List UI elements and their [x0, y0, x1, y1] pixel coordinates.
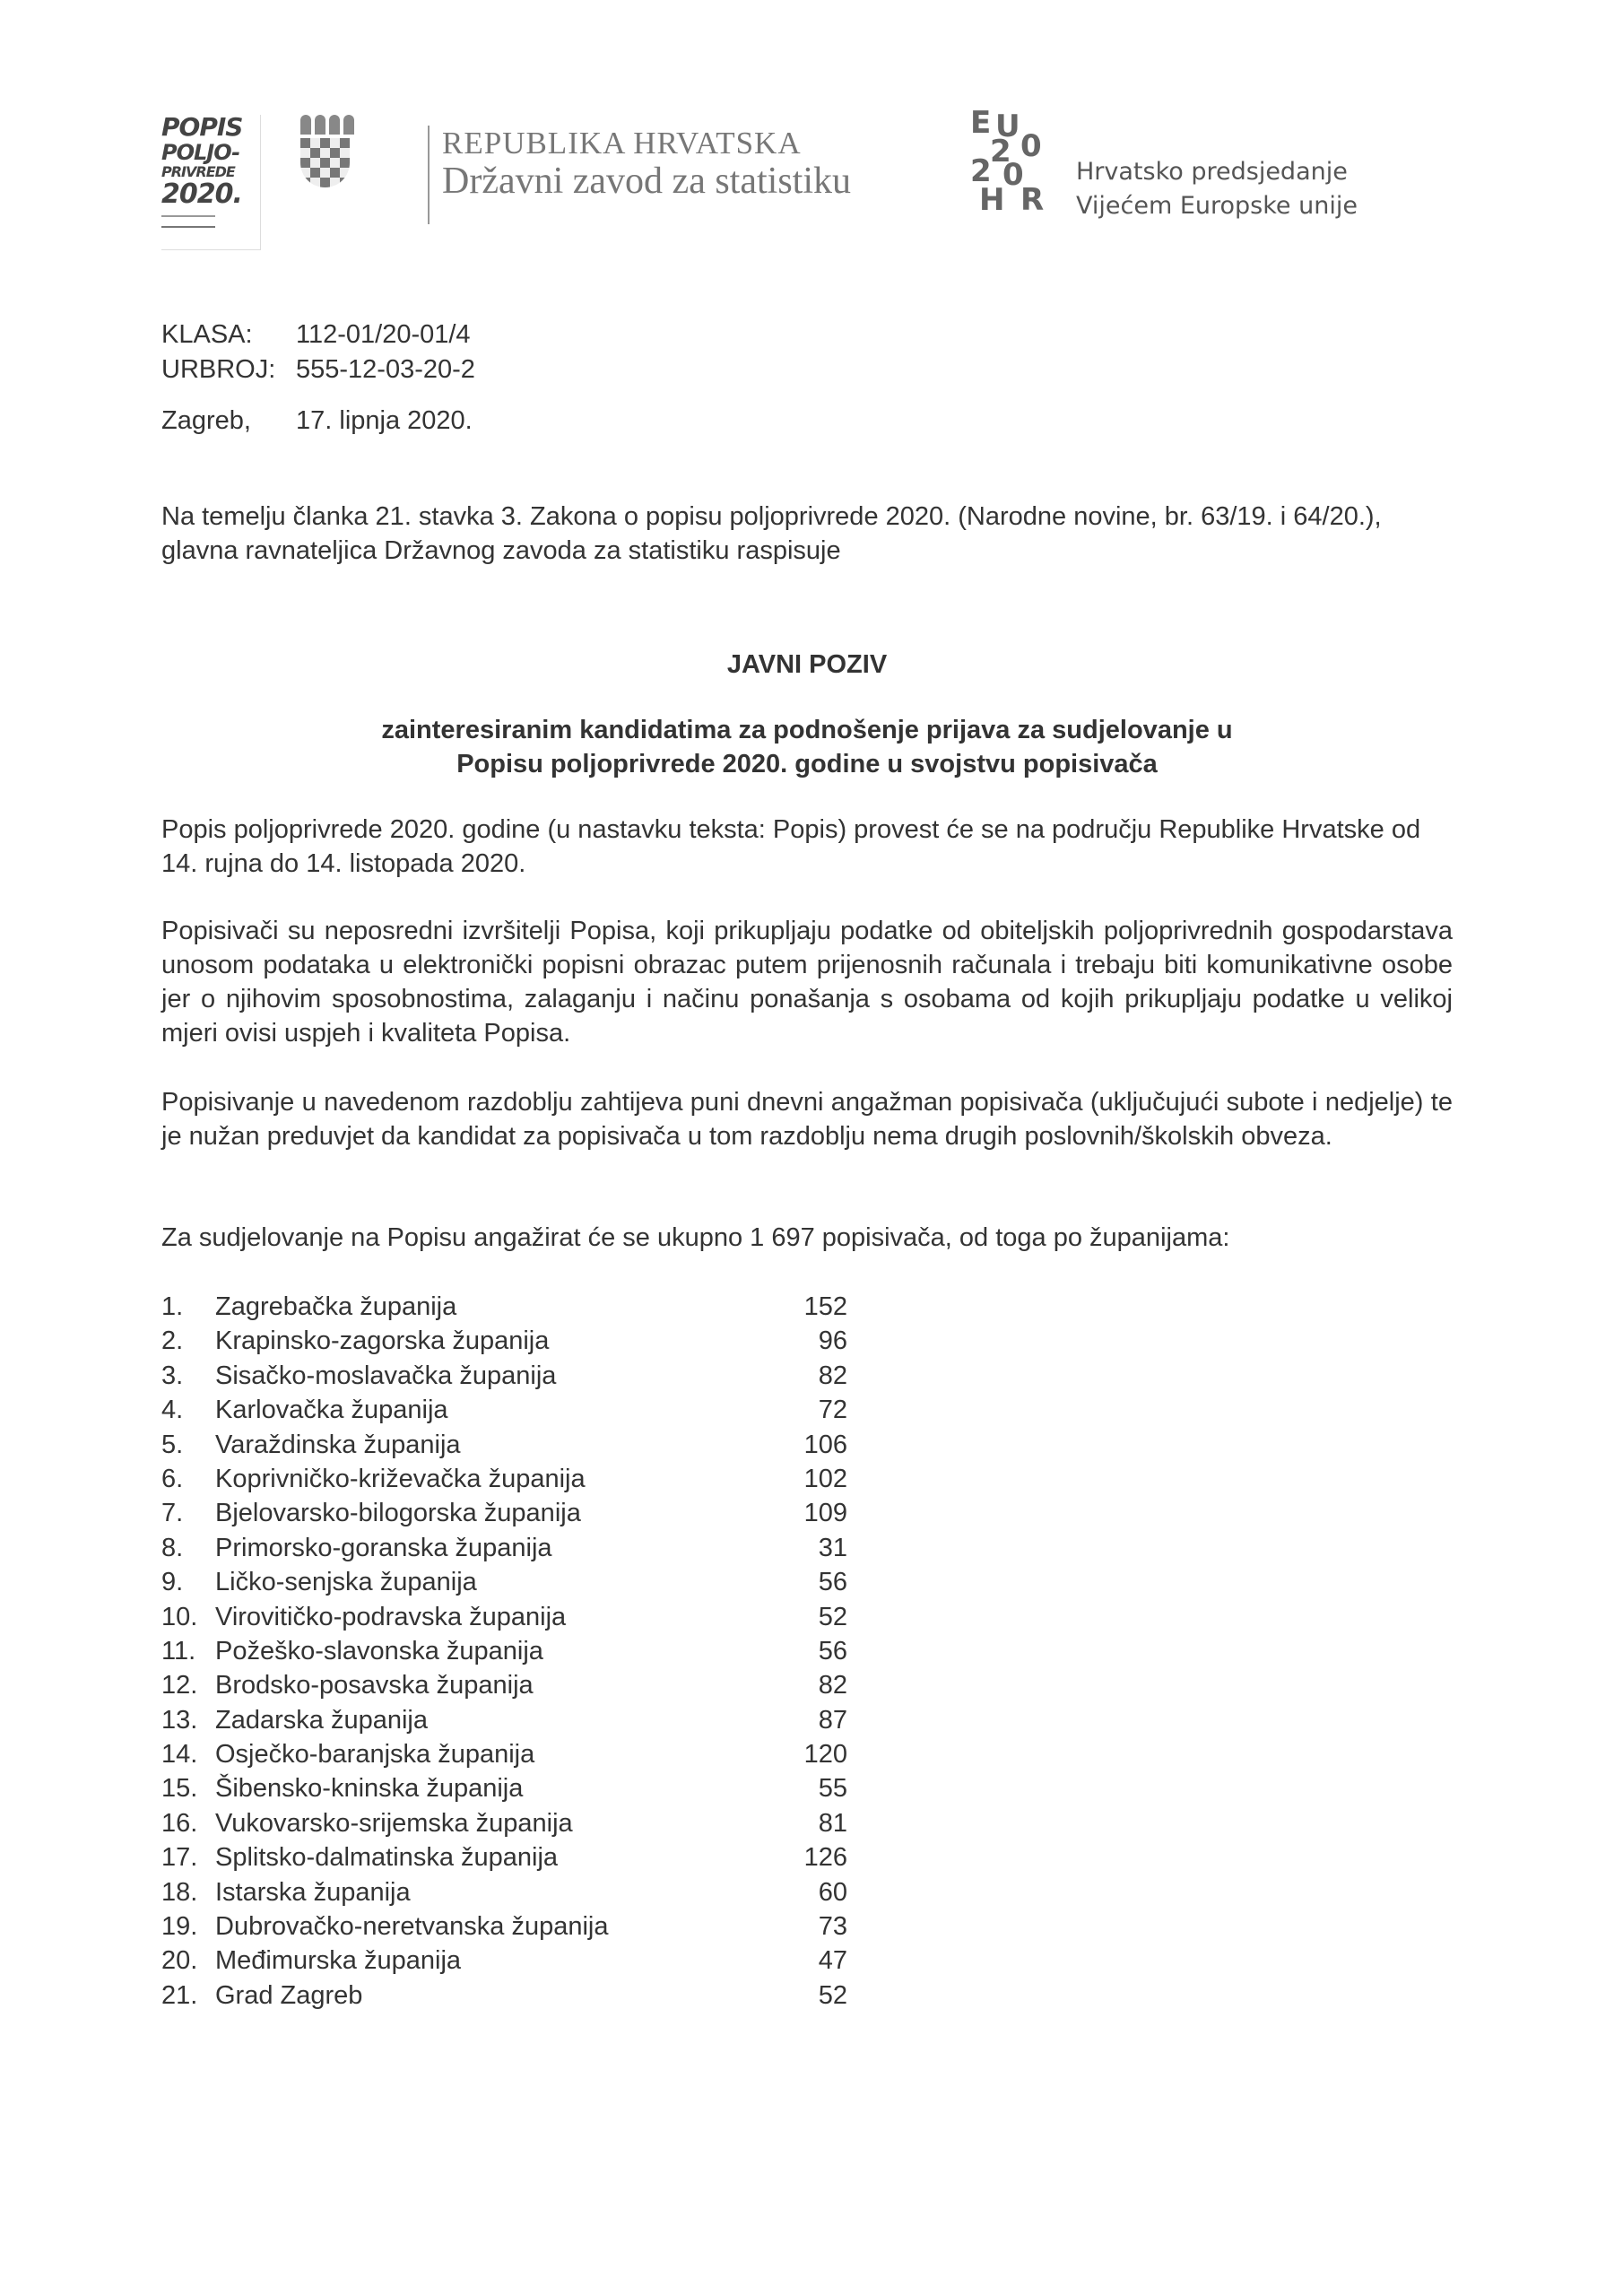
popis-poljoprivrede-logo — [161, 112, 261, 250]
list-item — [161, 1324, 879, 1358]
list-item — [161, 1840, 879, 1874]
county-name: Sisačko-moslavačka županija — [215, 1361, 557, 1390]
county-name: Zagrebačka županija — [215, 1292, 457, 1321]
county-name: Primorsko-goranska županija — [215, 1533, 552, 1562]
place-date-row — [161, 406, 473, 436]
county-name: Osječko-baranjska županija — [215, 1740, 535, 1770]
county-name: Vukovarsko-srijemska županija — [215, 1808, 573, 1838]
county-number: 19. — [161, 1912, 198, 1942]
paragraph-engagement: Popisivanje u navedenom razdoblju zahtijeva puni dnevni angažman popisivača (uključujući subote i nedjelje) te je nužan preduvjet da kandidat za popisivača u tom razdoblju nema drugih poslovnih/školskih obveza. — [161, 1088, 1453, 1151]
list-item — [161, 1634, 879, 1668]
document-title: JAVNI POZIV — [726, 650, 888, 679]
county-number: 11. — [161, 1636, 196, 1665]
republic-name: REPUBLIKA HRVATSKA — [442, 126, 802, 161]
county-count: 56 — [818, 1636, 847, 1665]
county-name: Koprivničko-križevačka županija — [215, 1464, 586, 1493]
county-count: 52 — [818, 1980, 847, 2010]
county-name: Grad Zagreb — [215, 1980, 363, 2010]
paragraph-total-count: Za sudjelovanje na Popisu angažirat će se ukupno 1 697 popisivača, od toga po županijama: — [161, 1223, 1230, 1252]
list-item — [161, 1737, 879, 1771]
place-label: Zagreb, — [161, 406, 251, 435]
paragraph-popis-period: Popis poljoprivrede 2020. godine (u nastavku teksta: Popis) provest će se na području Republike Hrvatske od 14. rujna do 14. listopada 2020. — [161, 815, 1421, 878]
county-count: 55 — [818, 1774, 847, 1804]
list-item — [161, 1393, 879, 1427]
county-number: 13. — [161, 1705, 198, 1735]
logo-letter: 2 — [990, 134, 1011, 170]
county-count: 31 — [818, 1533, 847, 1562]
county-number: 6. — [161, 1464, 184, 1493]
list-item — [161, 1462, 879, 1496]
document-subtitle-line1: zainteresiranim kandidatima za podnošenje prijava za sudjelovanje u — [381, 716, 1233, 744]
list-item — [161, 1875, 879, 1909]
county-count: 126 — [803, 1843, 847, 1873]
county-number: 9. — [161, 1568, 184, 1597]
county-number: 7. — [161, 1499, 184, 1528]
county-name: Istarska županija — [215, 1877, 411, 1907]
county-count: 82 — [818, 1361, 847, 1390]
county-count: 109 — [803, 1499, 847, 1528]
list-item — [161, 1806, 879, 1840]
county-name: Bjelovarsko-bilogorska županija — [215, 1499, 581, 1528]
county-name: Krapinsko-zagorska županija — [215, 1326, 550, 1356]
county-count: 56 — [818, 1568, 847, 1597]
date-value: 17. lipnja 2020. — [296, 406, 473, 435]
klasa-label: KLASA: — [161, 320, 253, 349]
logo-letter: U — [995, 109, 1020, 144]
county-name: Dubrovačko-neretvanska županija — [215, 1912, 609, 1942]
list-item — [161, 1909, 879, 1944]
county-count: 47 — [818, 1946, 847, 1976]
county-count: 72 — [818, 1396, 847, 1425]
list-item — [161, 1944, 879, 1978]
list-item — [161, 1531, 879, 1565]
document-subtitle-line2: Popisu poljoprivrede 2020. godine u svojstvu popisivača — [456, 750, 1158, 778]
county-name: Zadarska županija — [215, 1705, 428, 1735]
county-name: Međimurska županija — [215, 1946, 462, 1976]
county-count: 106 — [803, 1430, 847, 1459]
county-count: 120 — [803, 1740, 847, 1770]
logo-line: POPIS — [161, 112, 243, 142]
logo-letter: 0 — [1002, 157, 1024, 193]
institution-name: Državni zavod za statistiku — [442, 161, 852, 202]
croatian-coat-of-arms-icon — [300, 115, 356, 222]
county-number: 10. — [161, 1602, 198, 1631]
logo-letter: 2 — [970, 153, 992, 189]
county-number: 14. — [161, 1740, 198, 1770]
county-name: Brodsko-posavska županija — [215, 1671, 534, 1700]
county-number: 12. — [161, 1671, 198, 1700]
logo-fineprint — [161, 215, 215, 228]
county-name: Virovitičko-podravska županija — [215, 1602, 567, 1631]
paragraph-popisivaci-role: Popisivači su neposredni izvršitelji Popisa, koji prikupljaju podatke od obiteljskih poljoprivrednih gospodarstava unosom podataka u elektronički popisni obrazac putem prijenosnih računala i trebaju biti komunikativne osobe jer o njihovim sposobnostima, zalaganju i načinu ponašanja s osobama od kojih prikupljaju podatke u velikoj mjeri ovisi uspjeh i kvaliteta Popisa. — [161, 917, 1453, 1048]
logo-letter: E — [970, 105, 992, 141]
county-name: Požeško-slavonska županija — [215, 1636, 543, 1665]
logo-line: POLJO- — [161, 140, 240, 165]
county-number: 21. — [161, 1980, 198, 2010]
county-list — [161, 1290, 879, 2013]
eu2020hr-logo-icon — [970, 105, 1060, 218]
county-name: Splitsko-dalmatinska županija — [215, 1843, 559, 1873]
urbroj-value: 555-12-03-20-2 — [296, 355, 475, 384]
klasa-value: 112-01/20-01/4 — [296, 320, 471, 349]
county-count: 73 — [818, 1912, 847, 1942]
list-item — [161, 1359, 879, 1393]
list-item — [161, 1668, 879, 1702]
logo-letter: R — [1020, 182, 1045, 218]
county-name: Šibensko-kninska županija — [215, 1774, 524, 1804]
county-count: 152 — [803, 1292, 847, 1321]
county-number: 5. — [161, 1430, 184, 1459]
county-name: Varaždinska županija — [215, 1430, 461, 1459]
county-number: 3. — [161, 1361, 184, 1390]
list-item — [161, 1290, 879, 1324]
urbroj-row — [161, 355, 475, 385]
county-count: 96 — [818, 1326, 847, 1356]
urbroj-label: URBROJ: — [161, 355, 276, 384]
county-name: Ličko-senjska županija — [215, 1568, 477, 1597]
eu-presidency-text — [1076, 155, 1358, 223]
county-name: Karlovačka županija — [215, 1396, 448, 1425]
eu-presidency-line1: Hrvatsko predsjedanje — [1076, 158, 1348, 186]
county-number: 18. — [161, 1877, 198, 1907]
county-number: 2. — [161, 1326, 184, 1356]
county-count: 60 — [818, 1877, 847, 1907]
list-item — [161, 1979, 879, 2013]
county-number: 4. — [161, 1396, 184, 1425]
list-item — [161, 1771, 879, 1805]
list-item — [161, 1496, 879, 1530]
klasa-row — [161, 320, 471, 350]
logo-letter: H — [979, 182, 1005, 218]
county-number: 20. — [161, 1946, 198, 1976]
crown-icon — [300, 115, 356, 135]
county-count: 52 — [818, 1602, 847, 1631]
header-divider — [428, 126, 430, 224]
county-number: 16. — [161, 1808, 198, 1838]
county-count: 102 — [803, 1464, 847, 1493]
list-item — [161, 1428, 879, 1462]
county-count: 87 — [818, 1705, 847, 1735]
logo-line: PRIVREDE — [161, 163, 235, 180]
county-count: 82 — [818, 1671, 847, 1700]
list-item — [161, 1703, 879, 1737]
logo-letter: 0 — [1020, 128, 1042, 164]
list-item — [161, 1565, 879, 1599]
county-number: 8. — [161, 1533, 184, 1562]
logo-line: 2020. — [161, 178, 242, 210]
list-item — [161, 1600, 879, 1634]
eu-presidency-line2: Vijećem Europske unije — [1076, 192, 1358, 220]
county-number: 1. — [161, 1292, 184, 1321]
county-count: 81 — [818, 1808, 847, 1838]
intro-paragraph: Na temelju članka 21. stavka 3. Zakona o popisu poljoprivrede 2020. (Narodne novine, br. 63/19. i 64/20.), glavna ravnateljica Državnog zavoda za statistiku raspisuje — [161, 502, 1382, 565]
checkerboard-shield-icon — [300, 138, 350, 187]
county-number: 17. — [161, 1843, 198, 1873]
county-number: 15. — [161, 1774, 198, 1804]
